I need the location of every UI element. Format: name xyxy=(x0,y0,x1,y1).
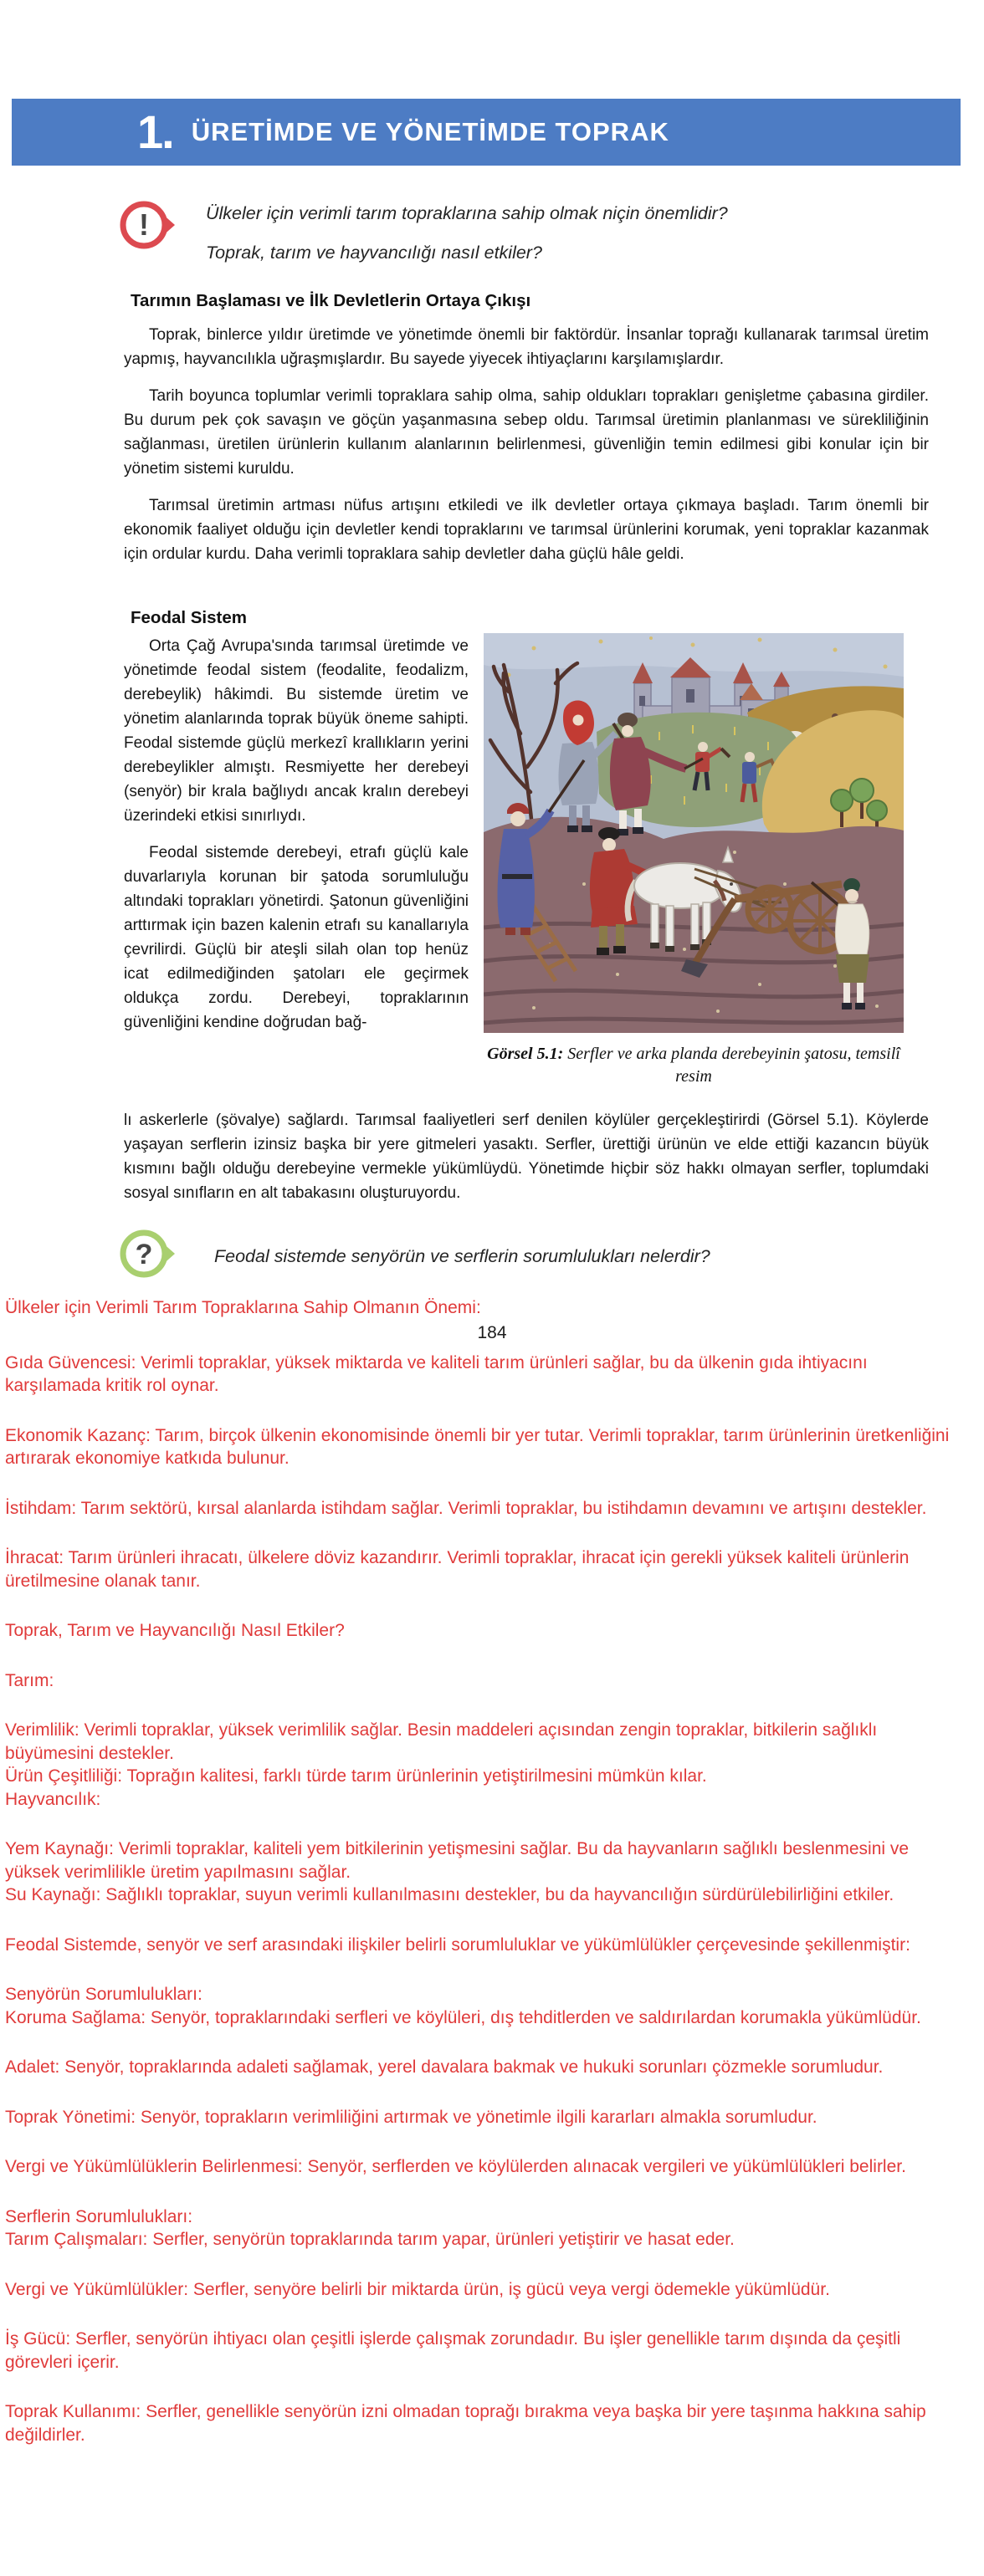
intro-question-line: Ülkeler için verimli tarım topraklarına sahip olmak niçin önemlidir? xyxy=(206,203,728,223)
body-paragraph: Tarih boyunca toplumlar verimli topraklara sahip olma, sahip oldukları toprakları genişletme çabasına girdiler. Bu durum pek çok savaşın ve göçün yaşanmasına sebep oldu. Tarımsal üretimin planlanması ve sürekliliğinin sağlanması, üretilen ürünlerin kullanım alanlarının belirlenmesi, güvenliğin temin edilmesi gibi konular için bir yönetim sistemi kuruldu. xyxy=(124,387,929,478)
feudal-continuation xyxy=(124,1108,929,1218)
annotation-block xyxy=(0,2056,984,2079)
annotation-block xyxy=(0,1296,984,1320)
figure-caption-label: Görsel 5.1: xyxy=(487,1045,564,1063)
unit-number: 1. xyxy=(137,105,173,158)
unit-title-bar xyxy=(12,99,961,166)
annotation-line: İstihdam: Tarım sektörü, kırsal alanlarda istihdam sağlar. Verimli topraklar, bu istihdamın devamını ve artışını destekler. xyxy=(5,1498,927,1518)
body-paragraph: Toprak, binlerce yıldır üretimde ve yönetimde önemli bir faktördür. İnsanlar toprağı kullanarak tarımsal üretim yapmış, hayvancılıkla uğraşmışlardır. Bu sayede yiyecek ihtiyaçlarını karşılamışlardır. xyxy=(124,326,929,368)
annotation-line: Serflerin Sorumlulukları: xyxy=(5,2206,193,2226)
annotation-line: Toprak Kullanımı: Serfler, genellikle senyörün izni olmadan toprağı bırakma veya başka bir yere taşınma hakkına sahip değildirler. xyxy=(5,2402,926,2445)
annotation-block xyxy=(0,2278,984,2302)
annotation-line: Vergi ve Yükümlülüklerin Belirlenmesi: Senyör, serflerden ve köylülerden alınacak vergileri ve yükümlülükleri belirler. xyxy=(5,2157,906,2176)
exclamation-icon xyxy=(119,199,176,255)
annotation-line: Feodal Sistemde, senyör ve serf arasındaki ilişkiler belirli sorumluluklar ve yükümlülükler çerçevesinde şekillenmiştir: xyxy=(5,1935,910,1955)
figure-caption-text: Serfler ve arka planda derebeyinin şatosu, temsilî resim xyxy=(567,1045,900,1086)
section-heading-feudal: Feodal Sistem xyxy=(131,608,247,627)
page-number: 184 xyxy=(477,1322,507,1342)
annotation-line: Verimlilik: Verimli topraklar, yüksek verimlilik sağlar. Besin maddeleri açısından zengin topraklar, bitkilerin sağlıklı büyümesini destekler. xyxy=(5,1720,878,1763)
annotation-block xyxy=(0,1619,984,1643)
annotation-line: Senyörün Sorumlulukları: xyxy=(5,1985,202,2004)
annotation-line: Tarım Çalışmaları: Serfler, senyörün topraklarında tarım yapar, ürünleri yetiştirir ve hasat eder. xyxy=(5,2230,735,2249)
medieval-illustration xyxy=(484,633,904,1033)
annotation-line: Toprak Yönetimi: Senyör, toprakların verimliliğini artırmak ve yönetimle ilgili kararları almakla sorumludur. xyxy=(5,2107,817,2127)
annotation-block xyxy=(0,1719,984,1811)
annotation-block xyxy=(0,2328,984,2374)
annotation-line: İş Gücü: Serfler, senyörün ihtiyacı olan çeşitli işlerde çalışmak zorundadır. Bu işler genellikle tarım dışında da çeşitli görevleri içerir. xyxy=(5,2329,901,2372)
section-heading: Tarımın Başlaması ve İlk Devletlerin Ortaya Çıkışı xyxy=(131,291,531,310)
annotation-line: Toprak, Tarım ve Hayvancılığı Nasıl Etkiler? xyxy=(5,1621,345,1640)
intro-questions xyxy=(206,199,728,281)
annotation-line: Ülkeler için Verimli Tarım Topraklarına Sahip Olmanın Önemi: xyxy=(5,1298,481,1317)
annotation-block xyxy=(0,1424,984,1470)
intro-question-box xyxy=(119,199,922,281)
annotation-line: Su Kaynağı: Sağlıklı topraklar, suyun verimli kullanılmasını destekler, bu da hayvancılığın sürdürülebilirliğini etkiler. xyxy=(5,1885,894,1904)
annotation-line: Ekonomik Kazanç: Tarım, birçok ülkenin ekonomisinde önemli bir yer tutar. Verimli topraklar, tarım ürünlerinin üretkenliğini artırarak ekonomiye katkıda bulunur. xyxy=(5,1425,950,1468)
body-paragraph: Orta Çağ Avrupa'sında tarımsal üretimde ve yönetimde feodal sistem (feodalite, feodalizm, derebeylik) hâkimdi. Bu sistemde üretim ve yönetim alanlarında toprak büyük öneme sahipti. Feodal sistemde güçlü merkezî krallıkların yerini derebeylikler almıştı. Resmiyette her derebeyi (senyör) bir krala bağlıydı ancak kralın derebeyi üzerindeki etkisi sınırlıydı. xyxy=(124,637,469,825)
body-paragraph: Feodal sistemde derebeyi, etrafı güçlü kale duvarlarıyla korunan bir şatoda sorumluluğu altındaki toprakları yönetirdi. Şatonun güvenliğini arttırmak için bazen kalenin etrafı su kanallarıyla çevrilirdi. Güçlü bir ateşli silah olan top henüz icat edilmediğinden şatoları ele geçirmek oldukça zordu. Derebeyi, topraklarının güvenliğini kendine doğrudan bağ- xyxy=(124,844,469,1031)
body-paragraph: Tarımsal üretimin artması nüfus artışını etkiledi ve ilk devletler ortaya çıkmaya başladı. Tarım önemli bir ekonomik faaliyet olduğu için devletler kendi topraklarını ve tarımsal ürünlerini korumak, yeni topraklar kazanmak için ordular kurdu. Daha verimli topraklara sahip devletler daha güçlü hâle geldi. xyxy=(124,497,929,563)
section-agriculture xyxy=(124,291,929,579)
annotation-block xyxy=(0,1983,984,2029)
annotation-line: Vergi ve Yükümlülükler: Serfler, senyöre belirli bir miktarda ürün, iş gücü veya vergi ödemekle yükümlüdür. xyxy=(5,2279,830,2299)
annotation-block xyxy=(0,1497,984,1521)
figure-5-1 xyxy=(484,633,904,1088)
annotation-answers xyxy=(0,1296,984,2473)
annotation-block xyxy=(0,2155,984,2179)
annotation-block xyxy=(0,1934,984,1957)
annotation-line: Gıda Güvencesi: Verimli topraklar, yüksek miktarda ve kaliteli tarım ürünleri sağlar, bu da ülkenin gıda ihtiyacını karşılamada kritik rol oynar. xyxy=(5,1352,868,1395)
annotation-line: Yem Kaynağı: Verimli topraklar, kaliteli yem bitkilerinin yetişmesini sağlar. Bu da hayvanların sağlıklı beslenmesini ve yüksek verimlilikle üretim yapılmasını sağlar. xyxy=(5,1839,910,1882)
annotation-line: Adalet: Senyör, topraklarında adaleti sağlamak, yerel davalara bakmak ve hukuki sorunları çözmekle sorumludur. xyxy=(5,2057,884,2077)
annotation-block xyxy=(0,2106,984,2129)
annotation-line: Ürün Çeşitliliği: Toprağın kalitesi, farklı türde tarım ürünlerinin yetiştirilmesini mümkün kılar. xyxy=(5,1766,707,1786)
annotation-block xyxy=(0,2400,984,2446)
annotation-block xyxy=(0,1837,984,1907)
annotation-line: İhracat: Tarım ürünleri ihracatı, ülkelere döviz kazandırır. Verimli topraklar, ihracat için gerekli yüksek kaliteli ürünlerin üretilmesine olanak tanır. xyxy=(5,1548,910,1591)
review-question-box xyxy=(119,1228,922,1284)
annotation-block xyxy=(0,1352,984,1398)
annotation-block xyxy=(0,1546,984,1592)
svg-text:!: ! xyxy=(139,207,149,242)
review-question-text: Feodal sistemde senyörün ve serflerin sorumlulukları nelerdir? xyxy=(214,1245,710,1266)
annotation-block xyxy=(0,1669,984,1693)
feudal-text-column xyxy=(124,634,469,1047)
svg-text:?: ? xyxy=(135,1239,153,1270)
intro-question-line: Toprak, tarım ve hayvancılığı nasıl etkiler? xyxy=(206,243,542,263)
annotation-block xyxy=(0,2205,984,2251)
annotation-line: Tarım: xyxy=(5,1670,54,1690)
annotation-line: Hayvancılık: xyxy=(5,1789,101,1809)
body-paragraph: lı askerlerle (şövalye) sağlardı. Tarımsal faaliyetleri serf denilen köylüler gerçekleştirirdi (Görsel 5.1). Köylerde yaşayan serflerin izinsiz başka bir yere gitmeleri yasaktı. Serfler, ürettiği ürünün ve elde ettiği kazancın büyük kısmını bağlı olduğu derebeyine vermekle yükümlüydü. Yönetimde hiçbir söz hakkı olmayan serfler, toplumdaki sosyal sınıfların en alt tabakasını oluşturuyordu. xyxy=(124,1112,929,1202)
figure-caption xyxy=(484,1043,904,1088)
question-icon xyxy=(119,1228,176,1284)
annotation-line: Koruma Sağlama: Senyör, topraklarındaki serfleri ve köylüleri, dış tehditlerden ve saldırılardan korumakla yükümlüdür. xyxy=(5,2007,921,2027)
page-title: ÜRETİMDE VE YÖNETİMDE TOPRAK xyxy=(191,117,669,146)
